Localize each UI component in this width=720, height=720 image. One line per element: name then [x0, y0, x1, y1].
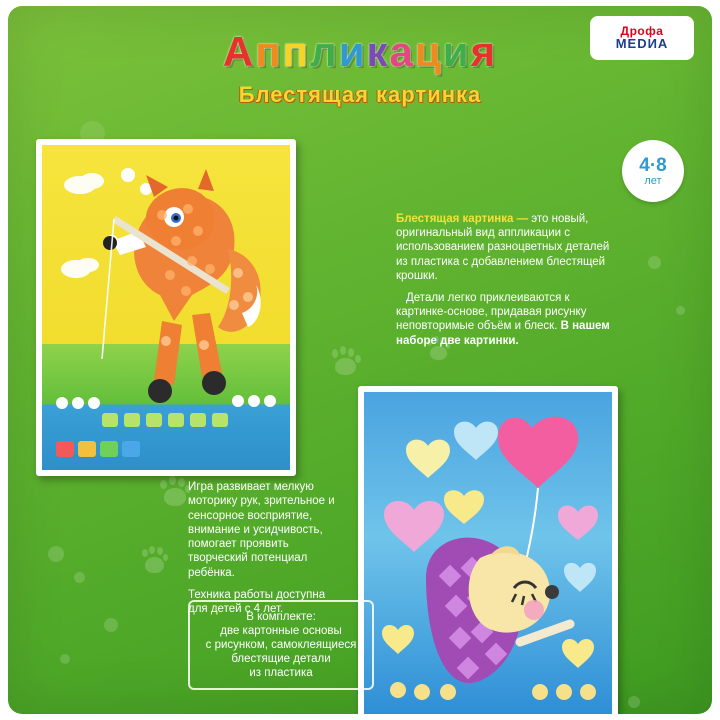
secondary-description-p2: Техника работы доступна для детей с 4 лет.: [188, 589, 326, 616]
decor-dot: [74, 572, 85, 583]
decor-dot: [104, 618, 118, 632]
decor-dot: [676, 306, 685, 315]
decor-dot: [648, 256, 661, 269]
title-block: [8, 28, 712, 108]
fox-mosaic-card: [36, 139, 296, 476]
kit-title: В комплекте:: [246, 611, 316, 623]
decor-dot: [48, 546, 64, 562]
package-background: [8, 6, 712, 714]
main-description-p2-bold: В нашем наборе две картинки.: [396, 320, 610, 347]
age-range: 4·8: [639, 154, 667, 176]
fox-card-artwork: [42, 145, 290, 470]
product-title: Аппликация: [222, 28, 498, 75]
product-subtitle: Блестящая картинка: [238, 82, 482, 107]
kit-contents-panel: [188, 600, 374, 690]
secondary-description-p1: Игра развивает мелкую моторику рук, зрительное и сенсорное восприятие, внимание и усидчивость, помогает проявить творческий потенциал ребёнка.: [188, 481, 335, 579]
hedgehog-card-artwork: [364, 392, 612, 714]
kit-line-3: блестящие детали: [231, 653, 331, 665]
paw-print-icon: [330, 346, 362, 378]
main-description: [396, 212, 612, 348]
brand-name-line2: МЕDИА: [615, 36, 669, 51]
age-badge: [622, 140, 684, 202]
paw-print-icon: [140, 546, 170, 576]
decor-dot: [60, 654, 70, 664]
kit-line-2: с рисунком, самоклеящиеся: [205, 639, 357, 651]
secondary-description: [188, 480, 343, 617]
hedgehog-illustration: [364, 392, 612, 714]
brand-name-line1: Дрофа: [620, 24, 664, 38]
age-unit: лет: [644, 174, 662, 187]
decor-dot: [628, 696, 640, 708]
hedgehog-mosaic-card: [358, 386, 618, 714]
main-description-p1: это новый, оригинальный вид аппликации с использованием разноцветных деталей из пластика с добавлением блестящей крошки.: [396, 213, 610, 282]
kit-line-4: из пластика: [249, 667, 313, 679]
main-description-lead: Блестящая картинка —: [396, 213, 529, 225]
kit-line-1: две картонные основы: [220, 625, 342, 637]
main-description-p2: Детали легко приклеиваются к картинке-основе, придавая рисунку неповторимые объём и блеск.: [396, 292, 587, 333]
paw-print-icon: [158, 476, 192, 510]
fox-illustration: [42, 145, 290, 470]
